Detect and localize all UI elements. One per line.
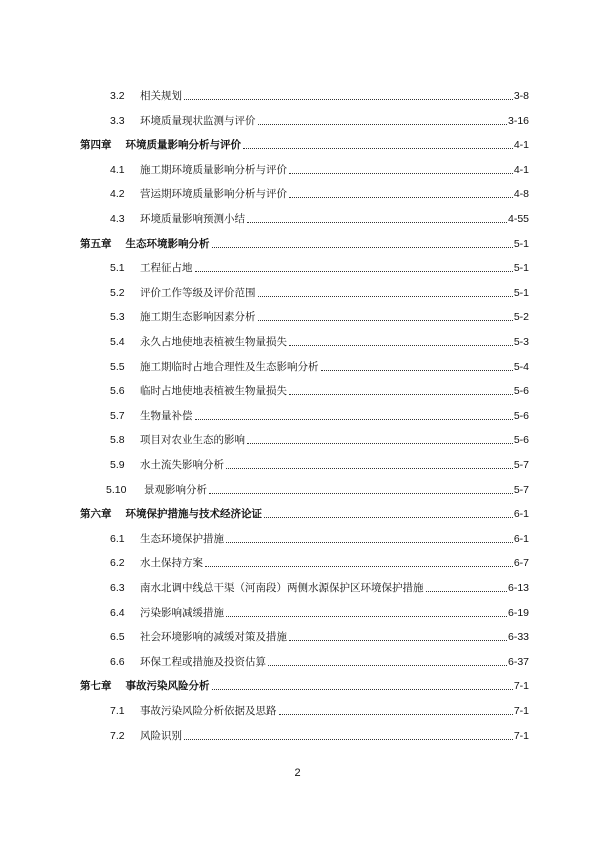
toc-entry-number: 7.1: [110, 705, 125, 717]
toc-entry-page: 5-1: [513, 286, 529, 299]
toc-chapter-entry[interactable]: [80, 235, 529, 251]
toc-entry-page: 4-55: [507, 213, 529, 225]
toc-entry-number: 5.9: [110, 459, 125, 471]
toc-dot-leader: [289, 394, 513, 395]
toc-entry-page: 7-1: [513, 680, 529, 693]
toc-dot-leader: [195, 271, 513, 272]
toc-section-entry[interactable]: [80, 702, 529, 718]
toc-chapter-entry[interactable]: [80, 136, 529, 152]
toc-dot-leader: [212, 247, 513, 248]
toc-dot-leader: [321, 370, 513, 371]
toc-dot-leader: [258, 320, 513, 321]
toc-section-entry[interactable]: [80, 456, 529, 472]
toc-entry-title: 景观影响分析: [144, 483, 207, 496]
toc-entry-title: 环境质量影响分析与评价: [125, 139, 241, 152]
toc-entry-number: 4.2: [110, 188, 125, 201]
toc-chapter-entry[interactable]: [80, 677, 529, 693]
toc-entry-page: 5-1: [513, 262, 529, 275]
toc-dot-leader: [258, 124, 507, 125]
toc-entry-number: 6.3: [110, 582, 125, 594]
toc-section-entry[interactable]: [80, 407, 529, 423]
toc-section-entry[interactable]: [80, 554, 529, 570]
toc-entry-page: 5-7: [513, 483, 529, 496]
toc-entry-title: 评价工作等级及评价范围: [140, 286, 256, 299]
toc-entry-page: 4-1: [513, 139, 529, 152]
toc-section-entry[interactable]: [80, 284, 529, 300]
toc-entry-number: 3.3: [110, 114, 125, 127]
toc-entry-title: 施工期生态影响因素分析: [140, 311, 256, 324]
toc-section-entry[interactable]: [80, 210, 529, 226]
toc-entry-number: 5.1: [110, 262, 125, 275]
toc-entry-title: 永久占地使地表植被生物量损失: [140, 336, 287, 348]
toc-entry-title: 相关规划: [140, 90, 182, 102]
toc-entry-number: 5.10: [106, 483, 127, 496]
toc-entry-number: 6.1: [110, 532, 125, 545]
toc-entry-number: 4.3: [110, 213, 125, 225]
toc-entry-page: 5-6: [513, 434, 529, 447]
toc-entry-page: 5-6: [513, 385, 529, 398]
toc-entry-page: 5-4: [513, 360, 529, 373]
toc-entry-title: 环境保护措施与技术经济论证: [125, 508, 262, 521]
toc-entry-page: 4-8: [513, 188, 529, 201]
toc-entry-title: 生态环境保护措施: [140, 532, 224, 545]
toc-dot-leader: [205, 566, 513, 567]
toc-entry-page: 6-19: [507, 606, 529, 619]
toc-entry-title: 施工期临时占地合理性及生态影响分析: [140, 360, 319, 373]
toc-entry-page: 6-33: [507, 631, 529, 644]
toc-section-entry[interactable]: [80, 579, 529, 595]
toc-entry-page: 7-1: [513, 729, 529, 742]
toc-entry-title: 事故污染风险分析依据及思路: [140, 705, 277, 717]
toc-entry-title: 水土流失影响分析: [140, 459, 224, 471]
toc-entry-title: 污染影响减缓措施: [140, 606, 224, 619]
toc-section-entry[interactable]: [80, 481, 529, 497]
toc-section-entry[interactable]: [80, 431, 529, 447]
toc-entry-number: 6.6: [110, 655, 125, 668]
toc-entry-page: 5-6: [513, 409, 529, 422]
toc-entry-title: 风险识别: [140, 729, 182, 742]
toc-section-entry[interactable]: [80, 628, 529, 644]
toc-entry-title: 社会环境影响的减缓对策及措施: [140, 631, 287, 644]
toc-entry-number: 第四章: [80, 139, 112, 152]
toc-entry-title: 工程征占地: [140, 262, 193, 275]
toc-section-entry[interactable]: [80, 358, 529, 374]
toc-entry-page: 3-8: [513, 90, 529, 102]
toc-dot-leader: [258, 296, 513, 297]
toc-dot-leader: [247, 443, 513, 444]
toc-entry-title: 环境质量影响预测小结: [140, 213, 245, 225]
toc-dot-leader: [243, 148, 513, 149]
toc-entry-title: 生态环境影响分析: [125, 237, 210, 250]
toc-entry-title: 营运期环境质量影响分析与评价: [140, 188, 287, 201]
toc-entry-page: 4-1: [513, 163, 529, 176]
toc-entry-number: 第六章: [80, 508, 112, 521]
toc-entry-page: 3-16: [507, 114, 529, 127]
toc-entry-number: 6.5: [110, 631, 125, 644]
toc-entry-title: 南水北调中线总干渠（河南段）两侧水源保护区环境保护措施: [140, 582, 424, 594]
toc-entry-number: 5.8: [110, 434, 125, 447]
toc-dot-leader: [247, 222, 507, 223]
toc-entry-title: 施工期环境质量影响分析与评价: [140, 163, 287, 176]
toc-entry-page: 5-7: [513, 459, 529, 471]
toc-dot-leader: [212, 689, 513, 690]
toc-entry-title: 临时占地使地表植被生物量损失: [140, 385, 287, 398]
toc-section-entry[interactable]: [80, 87, 529, 103]
toc-dot-leader: [195, 419, 513, 420]
toc-dot-leader: [279, 714, 513, 715]
toc-section-entry[interactable]: [80, 530, 529, 546]
toc-entry-page: 6-1: [513, 532, 529, 545]
toc-entry-number: 5.2: [110, 286, 125, 299]
toc-section-entry[interactable]: [80, 308, 529, 324]
toc-chapter-entry[interactable]: [80, 505, 529, 521]
toc-entry-number: 5.4: [110, 336, 125, 348]
toc-entry-page: 5-2: [513, 311, 529, 324]
toc-section-entry[interactable]: [80, 382, 529, 398]
toc-entry-number: 第五章: [80, 237, 112, 250]
toc-section-entry[interactable]: [80, 604, 529, 620]
toc-dot-leader: [289, 345, 513, 346]
toc-entry-number: 5.7: [110, 409, 125, 422]
toc-entry-page: 7-1: [513, 705, 529, 717]
toc-dot-leader: [289, 173, 513, 174]
toc-entry-number: 5.5: [110, 360, 125, 373]
toc-entry-page: 6-13: [507, 582, 529, 594]
toc-section-entry[interactable]: [80, 727, 529, 743]
toc-entry-page: 5-3: [513, 336, 529, 348]
toc-dot-leader: [184, 739, 513, 740]
toc-entry-title: 环保工程或措施及投资估算: [140, 655, 266, 668]
toc-entry-page: 6-1: [513, 508, 529, 521]
toc-dot-leader: [226, 468, 513, 469]
toc-dot-leader: [264, 517, 513, 518]
toc-entry-title: 项目对农业生态的影响: [140, 434, 245, 447]
page-number: 2: [294, 767, 301, 779]
toc-section-entry[interactable]: [80, 333, 529, 349]
toc-dot-leader: [184, 99, 513, 100]
toc-entry-page: 6-37: [507, 655, 529, 668]
toc-dot-leader: [226, 542, 513, 543]
toc-entry-number: 5.6: [110, 385, 125, 398]
toc-entry-title: 水土保持方案: [140, 557, 203, 570]
toc-entry-number: 7.2: [110, 729, 125, 742]
toc-entry-title: 环境质量现状监测与评价: [140, 114, 256, 127]
toc-entry-page: 5-1: [513, 237, 529, 250]
toc-entry-title: 事故污染风险分析: [125, 680, 210, 693]
toc-entry-number: 3.2: [110, 90, 125, 102]
toc-dot-leader: [268, 665, 507, 666]
toc-section-entry[interactable]: [80, 185, 529, 201]
toc-section-entry[interactable]: [80, 259, 529, 275]
toc-dot-leader: [226, 616, 507, 617]
toc-section-entry[interactable]: [80, 112, 529, 128]
toc-entry-number: 5.3: [110, 311, 125, 324]
toc-dot-leader: [289, 197, 513, 198]
toc-dot-leader: [209, 493, 513, 494]
toc-entry-title: 生物量补偿: [140, 409, 193, 422]
toc-section-entry[interactable]: [80, 653, 529, 669]
toc-entry-number: 6.2: [110, 557, 125, 570]
toc-entry-page: 6-7: [513, 557, 529, 570]
toc-section-entry[interactable]: [80, 161, 529, 177]
toc-dot-leader: [289, 640, 507, 641]
toc-entry-number: 6.4: [110, 606, 125, 619]
toc-entry-number: 4.1: [110, 163, 125, 176]
toc-entry-number: 第七章: [80, 680, 112, 693]
toc-dot-leader: [426, 591, 507, 592]
